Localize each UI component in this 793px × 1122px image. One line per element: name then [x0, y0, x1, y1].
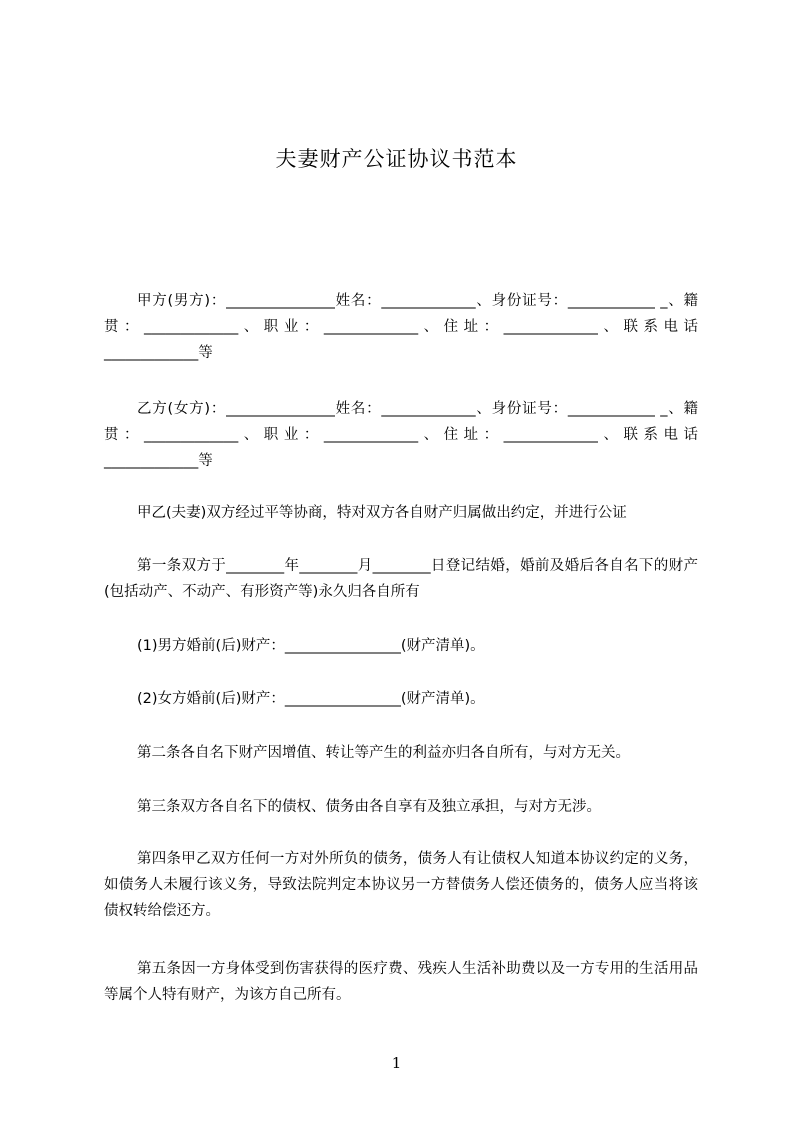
- article-1-item-2: (2)女方婚前(后)财产：________________(财产清单)。: [137, 691, 485, 707]
- article-4-paragraph: 第四条甲乙双方任何一方对外所负的债务，债务人有让债权人知道本协议约定的义务，如债务人未履行该义务，导致法院判定本协议另一方替债务人偿还债务的，债务人应当将该债权转给偿还方。: [104, 851, 698, 919]
- article-1-item-1: (1)男方婚前(后)财产：________________(财产清单)。: [137, 638, 485, 654]
- preamble-paragraph: 甲乙(夫妻)双方经过平等协商，特对双方各自财产归属做出约定，并进行公证: [137, 505, 627, 521]
- article-5-paragraph: 第五条因一方身体受到伤害获得的医疗费、残疾人生活补助费以及一方专用的生活用品等属个人特有财产，为该方自己所有。: [104, 961, 698, 1003]
- page-number: 1: [391, 1054, 402, 1072]
- article-2-paragraph: 第二条各自名下财产因增值、转让等产生的利益亦归各自所有，与对方无关。: [137, 745, 630, 761]
- party-a-paragraph: 甲方(男方)：_______________姓名：_____________、身份证号：____________ _、籍贯：_____________、职业：_____________、住址：_____________、联系电话 _____________等: [104, 293, 698, 361]
- party-b-paragraph: 乙方(女方)：_______________姓名：_____________、身份证号：____________ _、籍贯：_____________、职业：_____________、住址：_____________、联系电话 _____________等: [104, 401, 698, 469]
- article-1-paragraph: 第一条双方于________年________月________日登记结婚，婚前及婚后各自名下的财产(包括动产、不动产、有形资产等)永久归各自所有: [104, 558, 698, 600]
- document-title: 夫妻财产公证协议书范本: [275, 147, 518, 171]
- article-3-paragraph: 第三条双方各自名下的债权、债务由各自享有及独立承担，与对方无涉。: [137, 799, 601, 815]
